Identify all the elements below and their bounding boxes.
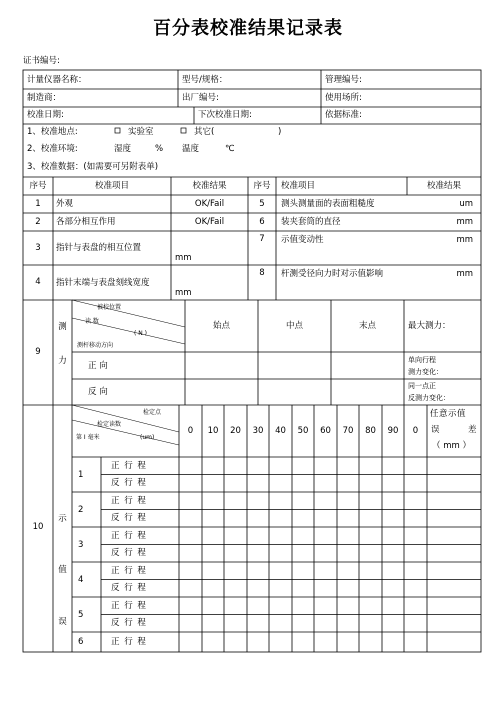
item-1-result: OK/Fail	[194, 199, 225, 209]
error-diag-reading: 检定读数	[97, 421, 122, 428]
error-label-1: 示	[58, 514, 67, 524]
item-5-result: um	[459, 199, 473, 209]
any-error-label-a: 任意示值	[430, 409, 467, 419]
force-max-header: 最大测力：	[408, 321, 451, 331]
celsius-label: ℃	[225, 144, 235, 154]
header-seq-left: 序号	[29, 181, 47, 191]
row-reverse-5: 反 行 程	[111, 618, 147, 628]
error-point-50: 50	[297, 426, 309, 436]
any-error-unit: （ mm ）	[432, 441, 471, 451]
item-6-no: 6	[259, 217, 265, 227]
item-3-no: 3	[35, 243, 41, 253]
item-2-name: 各部分相互作用	[56, 217, 116, 227]
error-group-5: 5	[78, 610, 84, 620]
percent-label: %	[155, 144, 164, 154]
basis-label: 依据标准:	[325, 110, 362, 120]
force-diag-reading: 读 数	[85, 318, 99, 325]
item-2-result: OK/Fail	[194, 217, 225, 227]
row-reverse-2: 反 行 程	[111, 513, 147, 523]
force-diag-unit: ( N )	[134, 330, 147, 337]
error-point-10: 10	[207, 426, 219, 436]
row-forward-5: 正 行 程	[111, 601, 147, 611]
row-forward-3: 正 行 程	[111, 531, 147, 541]
item-8-result: mm	[456, 269, 473, 279]
any-error-label-b2: 差	[468, 425, 477, 435]
data-label: 3、校准数据：(如需要可另附表单)	[27, 162, 159, 172]
error-group-6: 6	[78, 637, 84, 647]
error-diag-mm: 第 I 毫米	[76, 434, 100, 441]
error-label-3: 误	[58, 617, 67, 627]
env-label: 2、校准环境:	[27, 144, 78, 154]
error-group-4: 4	[78, 575, 84, 585]
lab-checkbox[interactable]	[115, 128, 120, 133]
force-forward-label: 正 向	[88, 361, 108, 371]
error-point-0: 0	[187, 426, 194, 436]
error-diag-point: 检定点	[143, 409, 162, 416]
header-result-left: 校准结果	[192, 181, 227, 191]
item-6-result: mm	[456, 217, 473, 227]
other-option: 其它(	[194, 127, 215, 137]
error-group-2: 2	[78, 505, 84, 515]
force-middle-header: 中点	[285, 321, 303, 331]
error-no: 10	[32, 522, 44, 532]
header-result-right: 校准结果	[426, 181, 461, 191]
header-seq-right: 序号	[253, 181, 271, 191]
error-point-60: 60	[320, 426, 331, 436]
error-point-90: 90	[387, 426, 399, 436]
force-note-1a: 单向行程	[408, 356, 436, 364]
row-forward-6: 正 行 程	[111, 637, 147, 647]
row-forward-4: 正 行 程	[111, 566, 147, 576]
usage-site-label: 使用场所:	[325, 93, 362, 103]
item-4-no: 4	[35, 277, 41, 287]
force-note-2b: 反测力变化：	[408, 394, 450, 402]
row-reverse-4: 反 行 程	[111, 583, 147, 593]
any-error-label-b1: 误	[431, 425, 440, 435]
instrument-name-label: 计量仪器名称：	[27, 75, 87, 85]
item-6-name: 装夹套筒的直径	[281, 217, 341, 227]
lab-option: 实验室	[128, 127, 154, 137]
force-start-header: 始点	[212, 321, 230, 331]
item-2-no: 2	[35, 217, 41, 227]
item-4-result: mm	[175, 288, 192, 298]
force-note-1b: 测力变化：	[408, 368, 443, 376]
item-4-name: 指针末端与表盘刻线宽度	[56, 278, 150, 288]
item-8-no: 8	[259, 268, 265, 278]
row-reverse-1: 反 行 程	[111, 478, 147, 488]
item-3-result: mm	[175, 253, 192, 263]
row-reverse-3: 反 行 程	[111, 548, 147, 558]
page-title: 百分表校准结果记录表	[153, 18, 343, 39]
management-no-label: 管理编号:	[325, 75, 362, 85]
force-end-header: 末点	[358, 321, 376, 331]
force-label-a: 测	[58, 322, 67, 332]
item-5-name: 测头测量面的表面粗糙度	[281, 199, 375, 209]
item-1-name: 外观	[56, 199, 74, 209]
header-item-left: 校准项目	[94, 181, 129, 191]
item-5-no: 5	[259, 199, 265, 209]
error-point-0-return: 0	[412, 426, 419, 436]
manufacturer-label: 制造商：	[27, 93, 62, 103]
header-item-right: 校准项目	[281, 181, 316, 191]
item-8-name: 杆测受径向力时对示值影响	[281, 269, 384, 279]
item-7-name: 示值变动性	[281, 235, 324, 245]
row-forward-2: 正 行 程	[111, 496, 147, 506]
error-group-1: 1	[78, 470, 84, 480]
item-7-no: 7	[259, 234, 265, 244]
error-point-20: 20	[230, 426, 241, 436]
force-no: 9	[35, 347, 41, 357]
error-point-80: 80	[365, 426, 376, 436]
calib-date-label: 校准日期:	[27, 110, 64, 120]
error-label-2: 值	[58, 565, 67, 575]
certificate-number-label: 证书编号:	[23, 56, 60, 66]
item-3-name: 指针与表盘的相互位置	[56, 243, 142, 253]
force-reverse-label: 反 向	[88, 387, 108, 397]
item-7-result: mm	[456, 235, 473, 245]
force-note-2a: 同一点正	[408, 382, 436, 390]
next-calib-date-label: 下次校准日期:	[198, 110, 252, 120]
other-checkbox[interactable]	[181, 128, 186, 133]
temperature-label: 温度	[182, 144, 200, 154]
error-point-40: 40	[275, 426, 286, 436]
force-label-b: 力	[58, 356, 67, 366]
error-point-70: 70	[342, 426, 354, 436]
error-group-3: 3	[78, 540, 84, 550]
error-point-30: 30	[252, 426, 264, 436]
model-spec-label: 型号/规格：	[182, 75, 228, 85]
item-1-no: 1	[35, 199, 41, 209]
force-diag-direction: 测杆移动方向	[77, 342, 114, 349]
humidity-label: 湿度	[114, 144, 132, 154]
row-forward-1: 正 行 程	[111, 461, 147, 471]
factory-no-label: 出厂编号:	[182, 93, 219, 103]
force-diag-position: 被校位置	[97, 304, 122, 311]
error-diag-unit: (um)	[140, 434, 155, 441]
location-label: 1、校准地点:	[27, 127, 78, 137]
other-close: )	[278, 127, 282, 137]
